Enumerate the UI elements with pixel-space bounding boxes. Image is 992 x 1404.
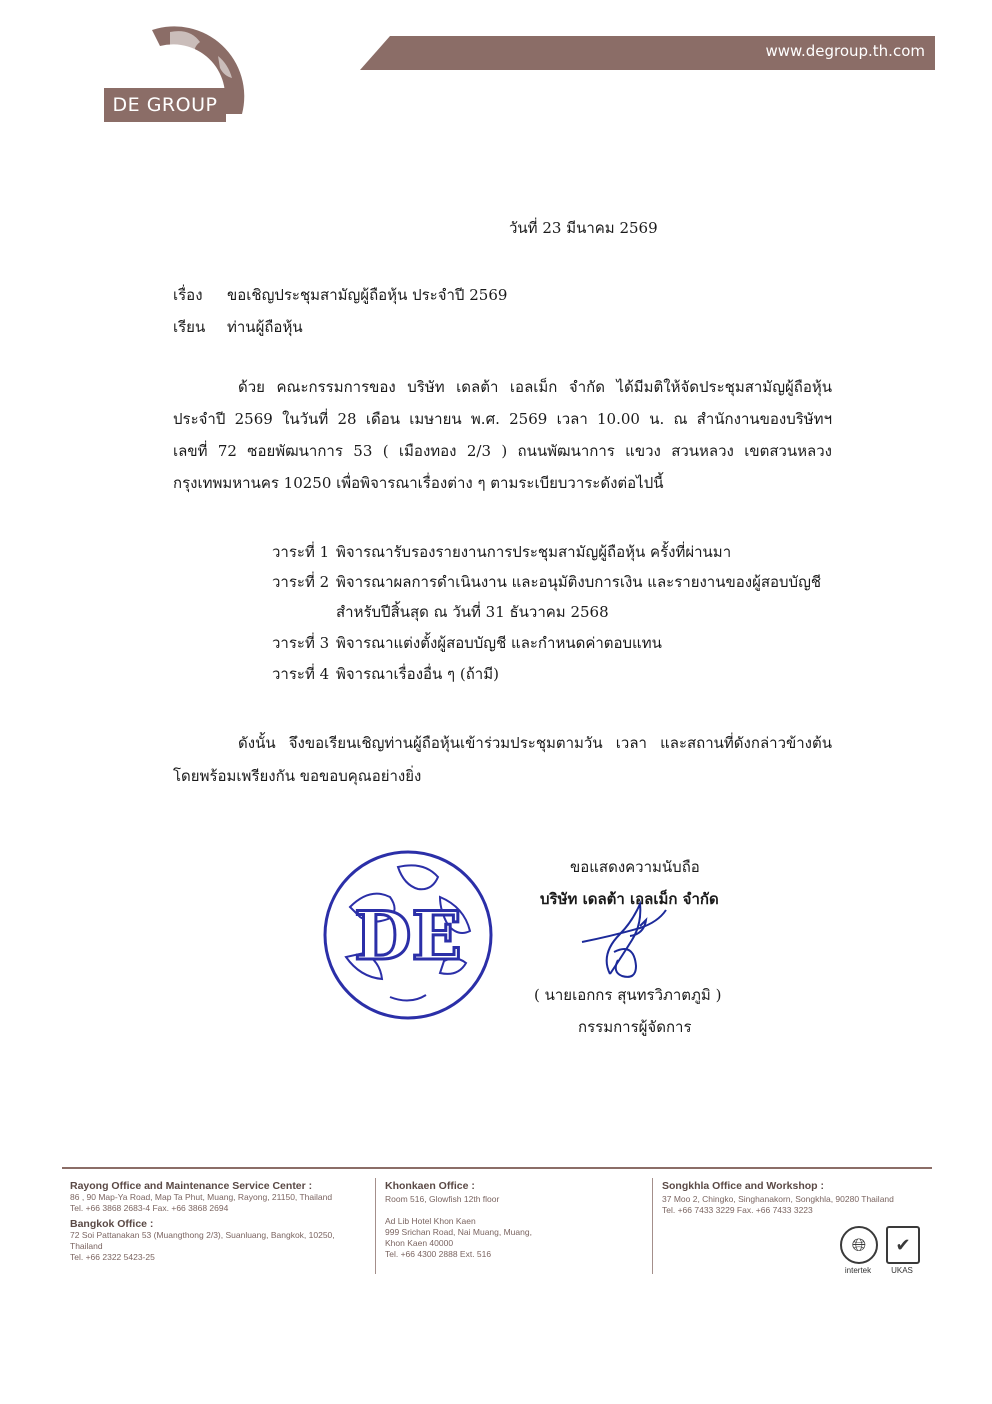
bangkok-office-address-1: 72 Soi Pattanakan 53 (Muangthong 2/3), Suanluang, Bangkok, 10250,: [70, 1230, 335, 1240]
footer-rayong-office: [70, 1180, 370, 1263]
footer-songkhla-office: [662, 1180, 932, 1216]
khonkaen-office-room: Room 516, Glowfish 12th floor: [385, 1194, 500, 1204]
agenda-3-text: พิจารณาแต่งตั้งผู้สอบบัญชี และกำหนดค่าตอบแทน: [336, 634, 662, 652]
khonkaen-office-spacer: [385, 1205, 625, 1216]
footer-column-divider-1: [375, 1178, 376, 1274]
khonkaen-office-title: Khonkaen Office :: [385, 1180, 475, 1192]
khonkaen-office-city: Khon Kaen 40000: [385, 1238, 454, 1248]
footer-khonkaen-office: [385, 1180, 625, 1260]
handwritten-signature: [570, 892, 680, 984]
agenda-1-text: พิจารณารับรองรายงานการประชุมสามัญผู้ถือหุ้น ครั้งที่ผ่านมา: [336, 543, 732, 561]
intertek-globe-icon: 🌐︎: [840, 1226, 878, 1264]
closing-salutation: ขอแสดงความนับถือ: [570, 858, 700, 876]
intertek-label: intertek: [844, 1266, 872, 1275]
rayong-office-title: Rayong Office and Maintenance Service Center :: [70, 1180, 313, 1192]
company-seal: [320, 847, 496, 1023]
agenda-4-text: พิจารณาเรื่องอื่น ๆ (ถ้ามี): [336, 665, 499, 683]
recipient-text: ท่านผู้ถือหุ้น: [227, 318, 303, 336]
intro-line-2: ประจำปี 2569 ในวันที่ 28 เดือน เมษายน พ.ศ. 2569 เวลา 10.00 น. ณ สำนักงานของบริษัทฯ: [173, 410, 832, 428]
agenda-1-label: วาระที่ 1: [272, 543, 330, 561]
subject-text: ขอเชิญประชุมสามัญผู้ถือหุ้น ประจำปี 2569: [227, 286, 508, 304]
agenda-2-text: พิจารณาผลการดำเนินงาน และอนุมัติงบการเงิน และรายงานของผู้สอบบัญชี: [336, 573, 822, 591]
songkhla-office-phone: Tel. +66 7433 3229 Fax. +66 7433 3223: [662, 1205, 813, 1215]
closing-line-1: ดังนั้น จึงขอเรียนเชิญท่านผู้ถือหุ้นเข้าร่วมประชุมตามวัน เวลา และสถานที่ดังกล่าวข้างต้น: [238, 734, 832, 752]
agenda-3-label: วาระที่ 3: [272, 634, 330, 652]
recipient-label: เรียน: [173, 318, 206, 336]
rayong-office-phone: Tel. +66 3868 2683-4 Fax. +66 3868 2694: [70, 1203, 229, 1213]
header-website-url: www.degroup.th.com: [765, 42, 925, 60]
rayong-office-address: 86 , 90 Map-Ya Road, Map Ta Phut, Muang, Rayong, 21150, Thailand: [70, 1192, 333, 1202]
de-group-logo-text: DE GROUP: [104, 88, 226, 122]
signer-title: กรรมการผู้จัดการ: [578, 1018, 692, 1036]
de-group-globe-logo: [100, 22, 250, 142]
ukas-label: UKAS: [891, 1266, 913, 1275]
bangkok-office-address-2: Thailand: [70, 1241, 103, 1251]
intro-line-1: ด้วย คณะกรรมการของ บริษัท เดลต้า เอลเม็ก จำกัด ได้มีมติให้จัดประชุมสามัญผู้ถือหุ้น: [238, 378, 832, 396]
khonkaen-office-road: 999 Srichan Road, Nai Muang, Muang,: [385, 1227, 532, 1237]
agenda-2-label: วาระที่ 2: [272, 573, 330, 591]
bangkok-office-phone: Tel. +66 2322 5423-25: [70, 1252, 155, 1262]
footer-divider-line: [62, 1167, 932, 1169]
ukas-crown-icon: ✔: [886, 1226, 920, 1264]
khonkaen-office-phone: Tel. +66 4300 2888 Ext. 516: [385, 1249, 492, 1259]
songkhla-office-address: 37 Moo 2, Chingko, Singhanakorn, Songkhla, 90280 Thailand: [662, 1194, 894, 1204]
songkhla-office-title: Songkhla Office and Workshop :: [662, 1180, 824, 1192]
seal-letters: DE: [354, 897, 462, 975]
agenda-2-continued-text: สำหรับปีสิ้นสุด ณ วันที่ 31 ธันวาคม 2568: [336, 603, 609, 621]
footer-column-divider-2: [652, 1178, 653, 1274]
signer-name: ( นายเอกกร สุนทรวิภาตภูมิ ): [534, 986, 722, 1004]
agenda-4-label: วาระที่ 4: [272, 665, 330, 683]
intro-line-3: เลขที่ 72 ซอยพัฒนาการ 53 ( เมืองทอง 2/3 ) ถนนพัฒนาการ แขวง สวนหลวง เขตสวนหลวง: [173, 442, 832, 460]
closing-line-2: โดยพร้อมเพรียงกัน ขอขอบคุณอย่างยิ่ง: [173, 767, 422, 785]
letter-date: วันที่ 23 มีนาคม 2569: [509, 219, 658, 237]
khonkaen-office-hotel: Ad Lib Hotel Khon Kaen: [385, 1216, 476, 1226]
bangkok-office-title: Bangkok Office :: [70, 1218, 154, 1230]
intro-line-4: กรุงเทพมหานคร 10250 เพื่อพิจารณาเรื่องต่าง ๆ ตามระเบียบวาระดังต่อไปนี้: [173, 474, 664, 492]
company-name: บริษัท เดลต้า เอลเม็ก จำกัด: [540, 890, 719, 908]
subject-label: เรื่อง: [173, 286, 203, 304]
